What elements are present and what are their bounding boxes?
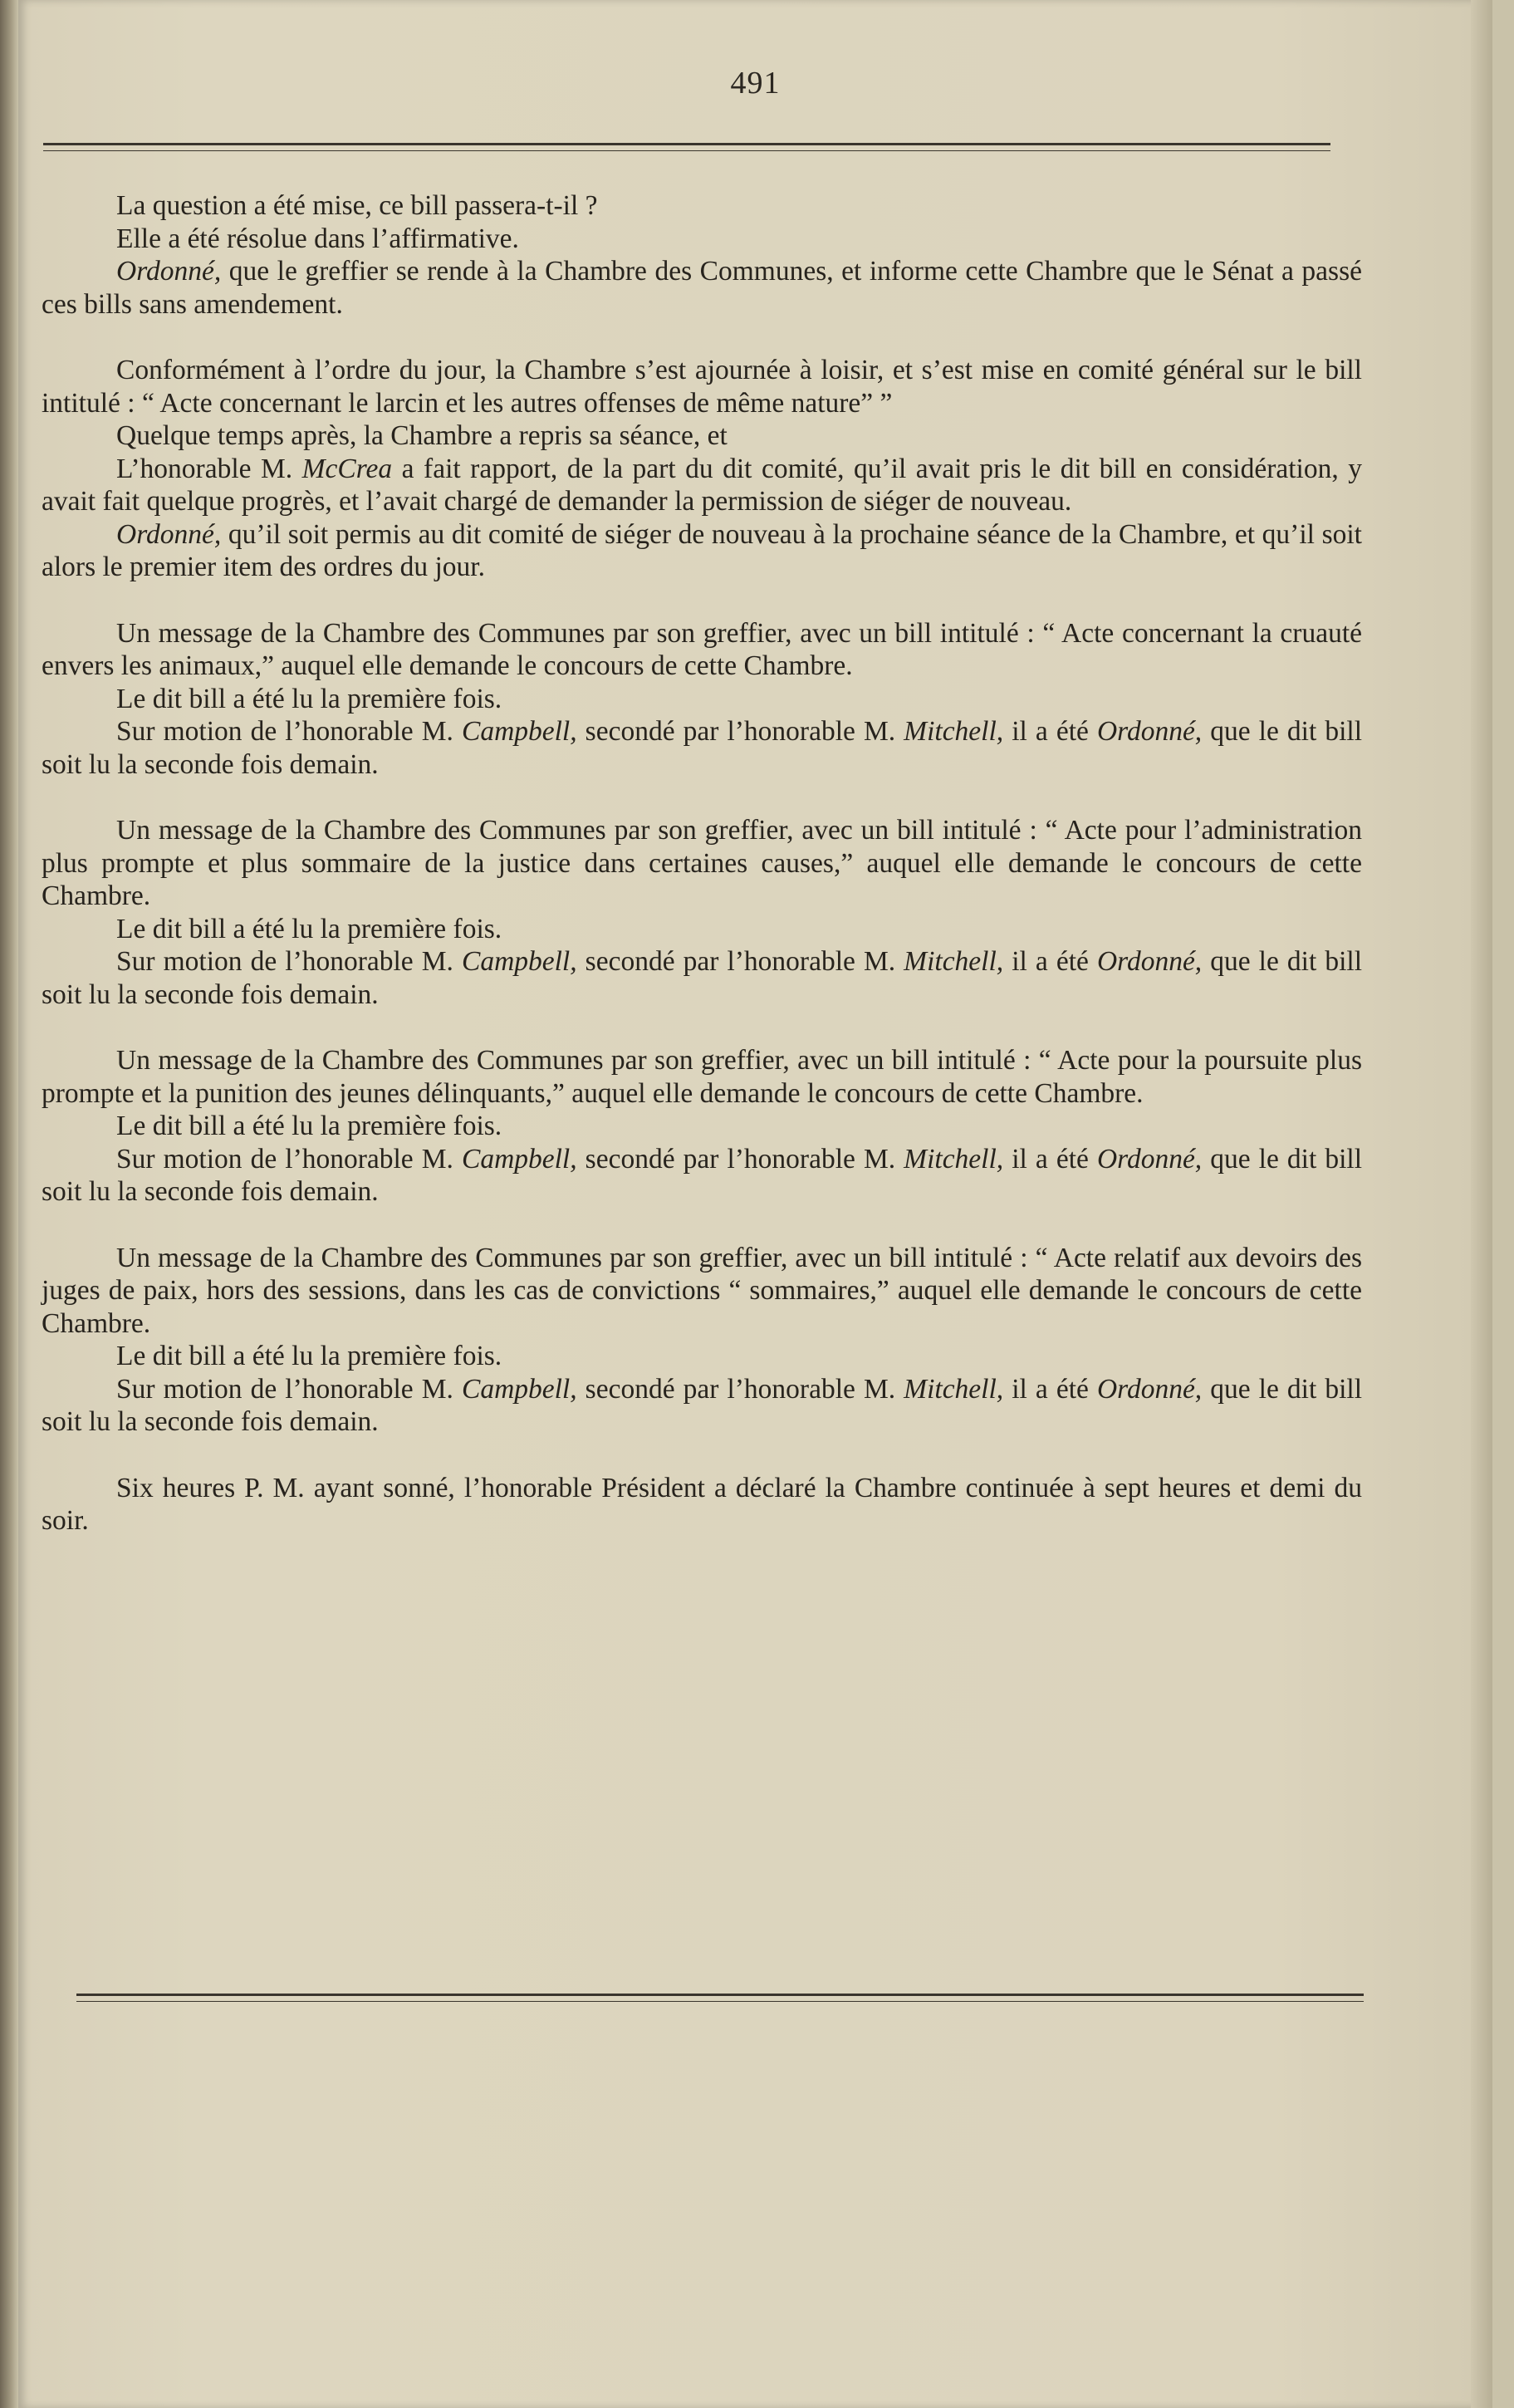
text-span: que le dit bill soit lu la seconde fois demain. <box>42 716 1363 780</box>
italic-name: Campbell, <box>461 1373 577 1405</box>
message-paragraph: Un message de la Chambre des Communes par son greffier, avec un bill intitulé : “ Acte relatif aux devoirs des juges de paix, hors des sessions, dans les cas de convictions “ sommaires,” auquel elle demande le concours de cette Chambre. <box>42 1242 1362 1339</box>
text-span: il a été <box>1003 1143 1097 1175</box>
motion-paragraph <box>42 715 1362 781</box>
text-span: Sur motion de l’honorable M. <box>116 716 462 747</box>
text-span: a fait rapport, de la part du dit comité, qu’il avait pris le dit bill en considération, y avait fait quelque progrès, et l’avait chargé de demander la permission de siéger de nouveau. <box>42 453 1362 517</box>
paragraph: Le dit bill a été lu la première fois. <box>116 913 502 944</box>
paragraph-gap <box>42 781 1362 814</box>
paragraph-gap <box>42 321 1362 354</box>
paragraph-gap <box>42 1439 1362 1472</box>
motion-paragraph <box>42 1373 1362 1439</box>
italic-name: Mitchell, <box>904 1373 1004 1405</box>
paragraph: Le dit bill a été lu la première fois. <box>116 1341 502 1371</box>
paragraph <box>42 518 1362 584</box>
paragraph: Elle a été résolue dans l’affirmative. <box>116 223 519 254</box>
italic-name: Campbell, <box>461 716 577 747</box>
motion-paragraph <box>42 1143 1362 1209</box>
text-span: Sur motion de l’honorable M. <box>116 946 462 977</box>
text-span: il a été <box>1003 1373 1097 1405</box>
text-span: secondé par l’honorable M. <box>576 1373 904 1405</box>
paragraph: Quelque temps après, la Chambre a repris sa séance, et <box>116 420 728 451</box>
text-span: que le dit bill soit lu la seconde fois demain. <box>42 946 1363 1010</box>
text-span: L’honorable M. <box>116 453 302 484</box>
text-span: Sur motion de l’honorable M. <box>116 1373 462 1405</box>
text-span: que le greffier se rende à la Chambre des Communes, et informe cette Chambre que le Sénat a passé ces bills sans amendement. <box>42 256 1362 320</box>
paragraph <box>42 255 1362 321</box>
italic-ordonne: Ordonné, <box>1096 716 1203 747</box>
text-span: il a été <box>1003 946 1097 977</box>
paragraph-gap <box>42 1209 1362 1242</box>
italic-name: Mitchell, <box>904 946 1004 977</box>
italic-ordonne: Ordonné, <box>1096 946 1203 977</box>
text-span: que le dit bill soit lu la seconde fois demain. <box>42 1373 1363 1437</box>
page-body <box>42 189 1362 1537</box>
header-rule <box>43 143 1330 145</box>
text-span: Sur motion de l’honorable M. <box>116 1143 462 1175</box>
text-span: que le dit bill soit lu la seconde fois demain. <box>42 1143 1363 1207</box>
message-paragraph: Un message de la Chambre des Communes par son greffier, avec un bill intitulé : “ Acte concernant la cruauté envers les animaux,” auquel elle demande le concours de cette Chambre. <box>42 617 1362 681</box>
book-binding <box>0 0 18 2408</box>
paragraph: La question a été mise, ce bill passera-t-il ? <box>116 190 598 221</box>
message-paragraph: Un message de la Chambre des Communes par son greffier, avec un bill intitulé : “ Acte pour la poursuite plus prompte et la punition des jeunes délinquants,” auquel elle demande le concours de cette Chambre. <box>42 1045 1362 1109</box>
paragraph-gap <box>42 1011 1362 1044</box>
text-span: secondé par l’honorable M. <box>576 1143 904 1175</box>
paragraph-gap <box>42 584 1362 617</box>
footer-rule <box>76 1994 1364 1996</box>
text-span: secondé par l’honorable M. <box>576 946 904 977</box>
italic-ordonne: Ordonné, <box>1096 1373 1203 1405</box>
page-edge <box>1471 0 1492 2408</box>
closing-paragraph: Six heures P. M. ayant sonné, l’honorable Président a déclaré la Chambre continuée à sept heures et demi du soir. <box>42 1472 1362 1536</box>
paragraph: Le dit bill a été lu la première fois. <box>116 683 502 714</box>
italic-ordonne: Ordonné, <box>116 518 222 550</box>
italic-name: Campbell, <box>461 946 577 977</box>
document-page <box>18 0 1492 2408</box>
italic-ordonne: Ordonné, <box>1096 1143 1203 1175</box>
italic-name: McCrea <box>301 453 393 484</box>
paragraph: Conformément à l’ordre du jour, la Chambre s’est ajournée à loisir, et s’est mise en comité général sur le bill intitulé : “ Acte concernant le larcin et les autres offenses de même nature” ” <box>42 355 1362 419</box>
message-paragraph: Un message de la Chambre des Communes par son greffier, avec un bill intitulé : “ Acte pour l’administration plus prompte et plus sommaire de la justice dans certaines causes,” auquel elle demande le concours de cette Chambre. <box>42 815 1362 911</box>
text-span: secondé par l’honorable M. <box>576 716 904 747</box>
italic-name: Campbell, <box>461 1143 577 1175</box>
paragraph: Le dit bill a été lu la première fois. <box>116 1111 502 1141</box>
text-span: il a été <box>1003 716 1097 747</box>
motion-paragraph <box>42 945 1362 1011</box>
text-span: qu’il soit permis au dit comité de siéger de nouveau à la prochaine séance de la Chambre, et qu’il soit alors le premier item des ordres du jour. <box>42 518 1362 582</box>
italic-name: Mitchell, <box>904 1143 1004 1175</box>
italic-name: Mitchell, <box>904 716 1004 747</box>
paragraph <box>42 453 1362 518</box>
page-number: 491 <box>730 66 781 101</box>
italic-ordonne: Ordonné, <box>116 256 222 287</box>
